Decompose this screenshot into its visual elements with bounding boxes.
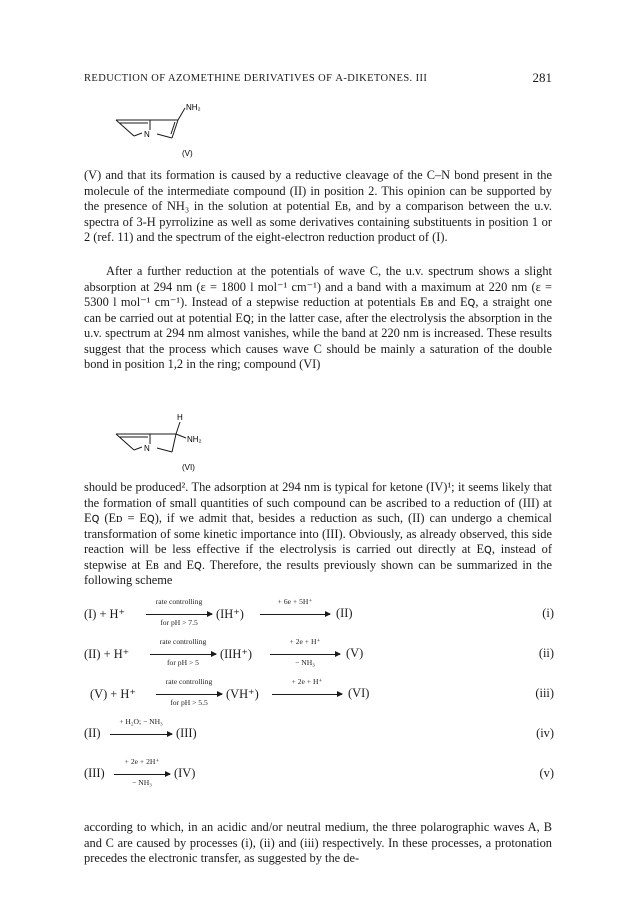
equation-v-number: (v)	[539, 766, 554, 780]
equation-v-label-above: + 2e + 2H⁺	[124, 757, 160, 766]
scheme-equation-v	[84, 754, 554, 790]
paragraph-3: should be produced². The adsorption at 294 nm is typical for ketone (IV)¹; it seems likely that the formation of small quantities of such compound can be ascribed to a reduction of (III) at Eꞯ (Eᴅ = Eꞯ), if we admit that, besides a reduction as such, (II) can undergo a chemical transformation of some kinetic importance into (III). Obviously, as already observed, this side reaction will be less effective if the electrolysis is carried out directly at Eꞯ, instead of stepwise at Eʙ and Eꞯ. Therefore, the results previously shown can be summarized in the following scheme	[84, 480, 552, 587]
equation-iii-label-above-2: + 2e + H⁺	[291, 677, 323, 686]
equation-ii-product: (V)	[346, 646, 364, 660]
running-head	[84, 70, 552, 88]
structure-v	[110, 100, 220, 164]
equation-v-product: (IV)	[174, 766, 196, 780]
equation-iii-arrow-2	[272, 694, 342, 695]
paragraph-2: After a further reduction at the potentials of wave C, the u.v. spectrum shows a slight absorption at 294 nm (ε = 1800 l mol⁻¹ cm⁻¹) and a band with a maximum at 220 nm (ε = 5300 l mol⁻¹ cm⁻¹). Instead of a stepwise reduction at potentials Eʙ and Eꞯ, a straight one can be carried out at potential Eꞯ; in the latter case, after the electrolysis the absorption in the u.v. spectrum at 294 nm almost vanishes, while the band at 220 nm is increased. These results suggest that the process which causes wave C should be mainly a saturation of the double bond in position 1,2 in the ring; compound (VI)	[84, 264, 552, 371]
running-title: REDUCTION OF AZOMETHINE DERIVATIVES OF Α-DIKETONES. III	[84, 73, 428, 84]
structure-vi-nh2: NH₂	[187, 435, 202, 444]
equation-iii-product: (VI)	[348, 686, 370, 700]
equation-ii-arrow-1	[150, 654, 216, 655]
equation-ii-label-above-1: rate controlling	[159, 637, 207, 646]
structure-v-n: N	[144, 130, 150, 139]
scheme-equation-iv	[84, 714, 554, 750]
scheme-equation-ii	[84, 634, 554, 670]
page-number: 281	[532, 70, 552, 85]
equation-iv-arrow	[110, 734, 172, 735]
equation-ii-reactants: (II) + H⁺	[84, 647, 130, 661]
equation-iv-number: (iv)	[536, 726, 554, 740]
equation-iv-label-above: + H₂O; − NH₃	[119, 717, 163, 726]
equation-i-label-below-1: for pH > 7.5	[160, 618, 198, 627]
structure-v-drawing	[110, 100, 220, 164]
equation-iii-arrow-1	[156, 694, 222, 695]
equation-ii-arrow-2	[270, 654, 340, 655]
scheme-equation-i	[84, 594, 554, 630]
equation-v-label-below: − NH₃	[132, 778, 152, 787]
structure-vi-n: N	[144, 444, 150, 453]
paragraph-4: according to which, in an acidic and/or neutral medium, the three polarographic waves A, B and C are caused by processes (i), (ii) and (iii) respectively. In these processes, a protonation precedes the electronic transfer, as suggested by the de-	[84, 820, 552, 865]
equation-v-arrow	[114, 774, 170, 775]
structure-vi	[110, 412, 230, 476]
equation-iii-number: (iii)	[535, 686, 554, 700]
equation-iv-product: (III)	[176, 726, 197, 740]
equation-ii-label-below-1: for pH > 5	[167, 658, 199, 667]
equation-iii-label-below-1: for pH > 5.5	[170, 698, 208, 707]
structure-v-label: (V)	[182, 149, 193, 158]
equation-ii-intermediate: (IIH⁺)	[220, 647, 252, 661]
reaction-scheme	[84, 594, 554, 812]
equation-ii-number: (ii)	[538, 646, 554, 660]
equation-i-number: (i)	[542, 606, 554, 620]
scheme-equation-iii	[84, 674, 554, 710]
equation-v-reactant: (III)	[84, 766, 105, 780]
equation-ii-label-above-2: + 2e + H⁺	[289, 637, 321, 646]
equation-iii-reactants: (V) + H⁺	[90, 687, 136, 701]
structure-v-nh2: NH₂	[186, 103, 201, 112]
structure-vi-drawing	[110, 412, 230, 476]
equation-i-label-above-2: + 6e + 5H⁺	[277, 597, 313, 606]
equation-iv-reactant: (II)	[84, 726, 101, 740]
paragraph-1: (V) and that its formation is caused by a reductive cleavage of the C–N bond present in the molecule of the intermediate compound (II) in position 2. This opinion can be supported by the presence of NH₃ in the solution at potential Eʙ, and by a comparison between the u.v. spectra of 3-H pyrrolizine as well as some derivatives containing substituents in position 1 or 2 (ref. 11) and the spectrum of the eight-electron reduction product of (I).	[84, 168, 552, 244]
equation-i-product: (II)	[336, 606, 353, 620]
equation-iii-intermediate: (VH⁺)	[226, 687, 259, 701]
equation-ii-label-below-2: − NH₃	[295, 658, 315, 667]
equation-i-reactants: (I) + H⁺	[84, 607, 126, 621]
equation-iii-label-above-1: rate controlling	[165, 677, 213, 686]
equation-i-arrow-1	[146, 614, 212, 615]
structure-vi-label: (VI)	[182, 463, 195, 472]
equation-i-intermediate: (IH⁺)	[216, 607, 244, 621]
equation-i-arrow-2	[260, 614, 330, 615]
equation-i-label-above-1: rate controlling	[155, 597, 203, 606]
structure-vi-h: H	[177, 413, 183, 422]
